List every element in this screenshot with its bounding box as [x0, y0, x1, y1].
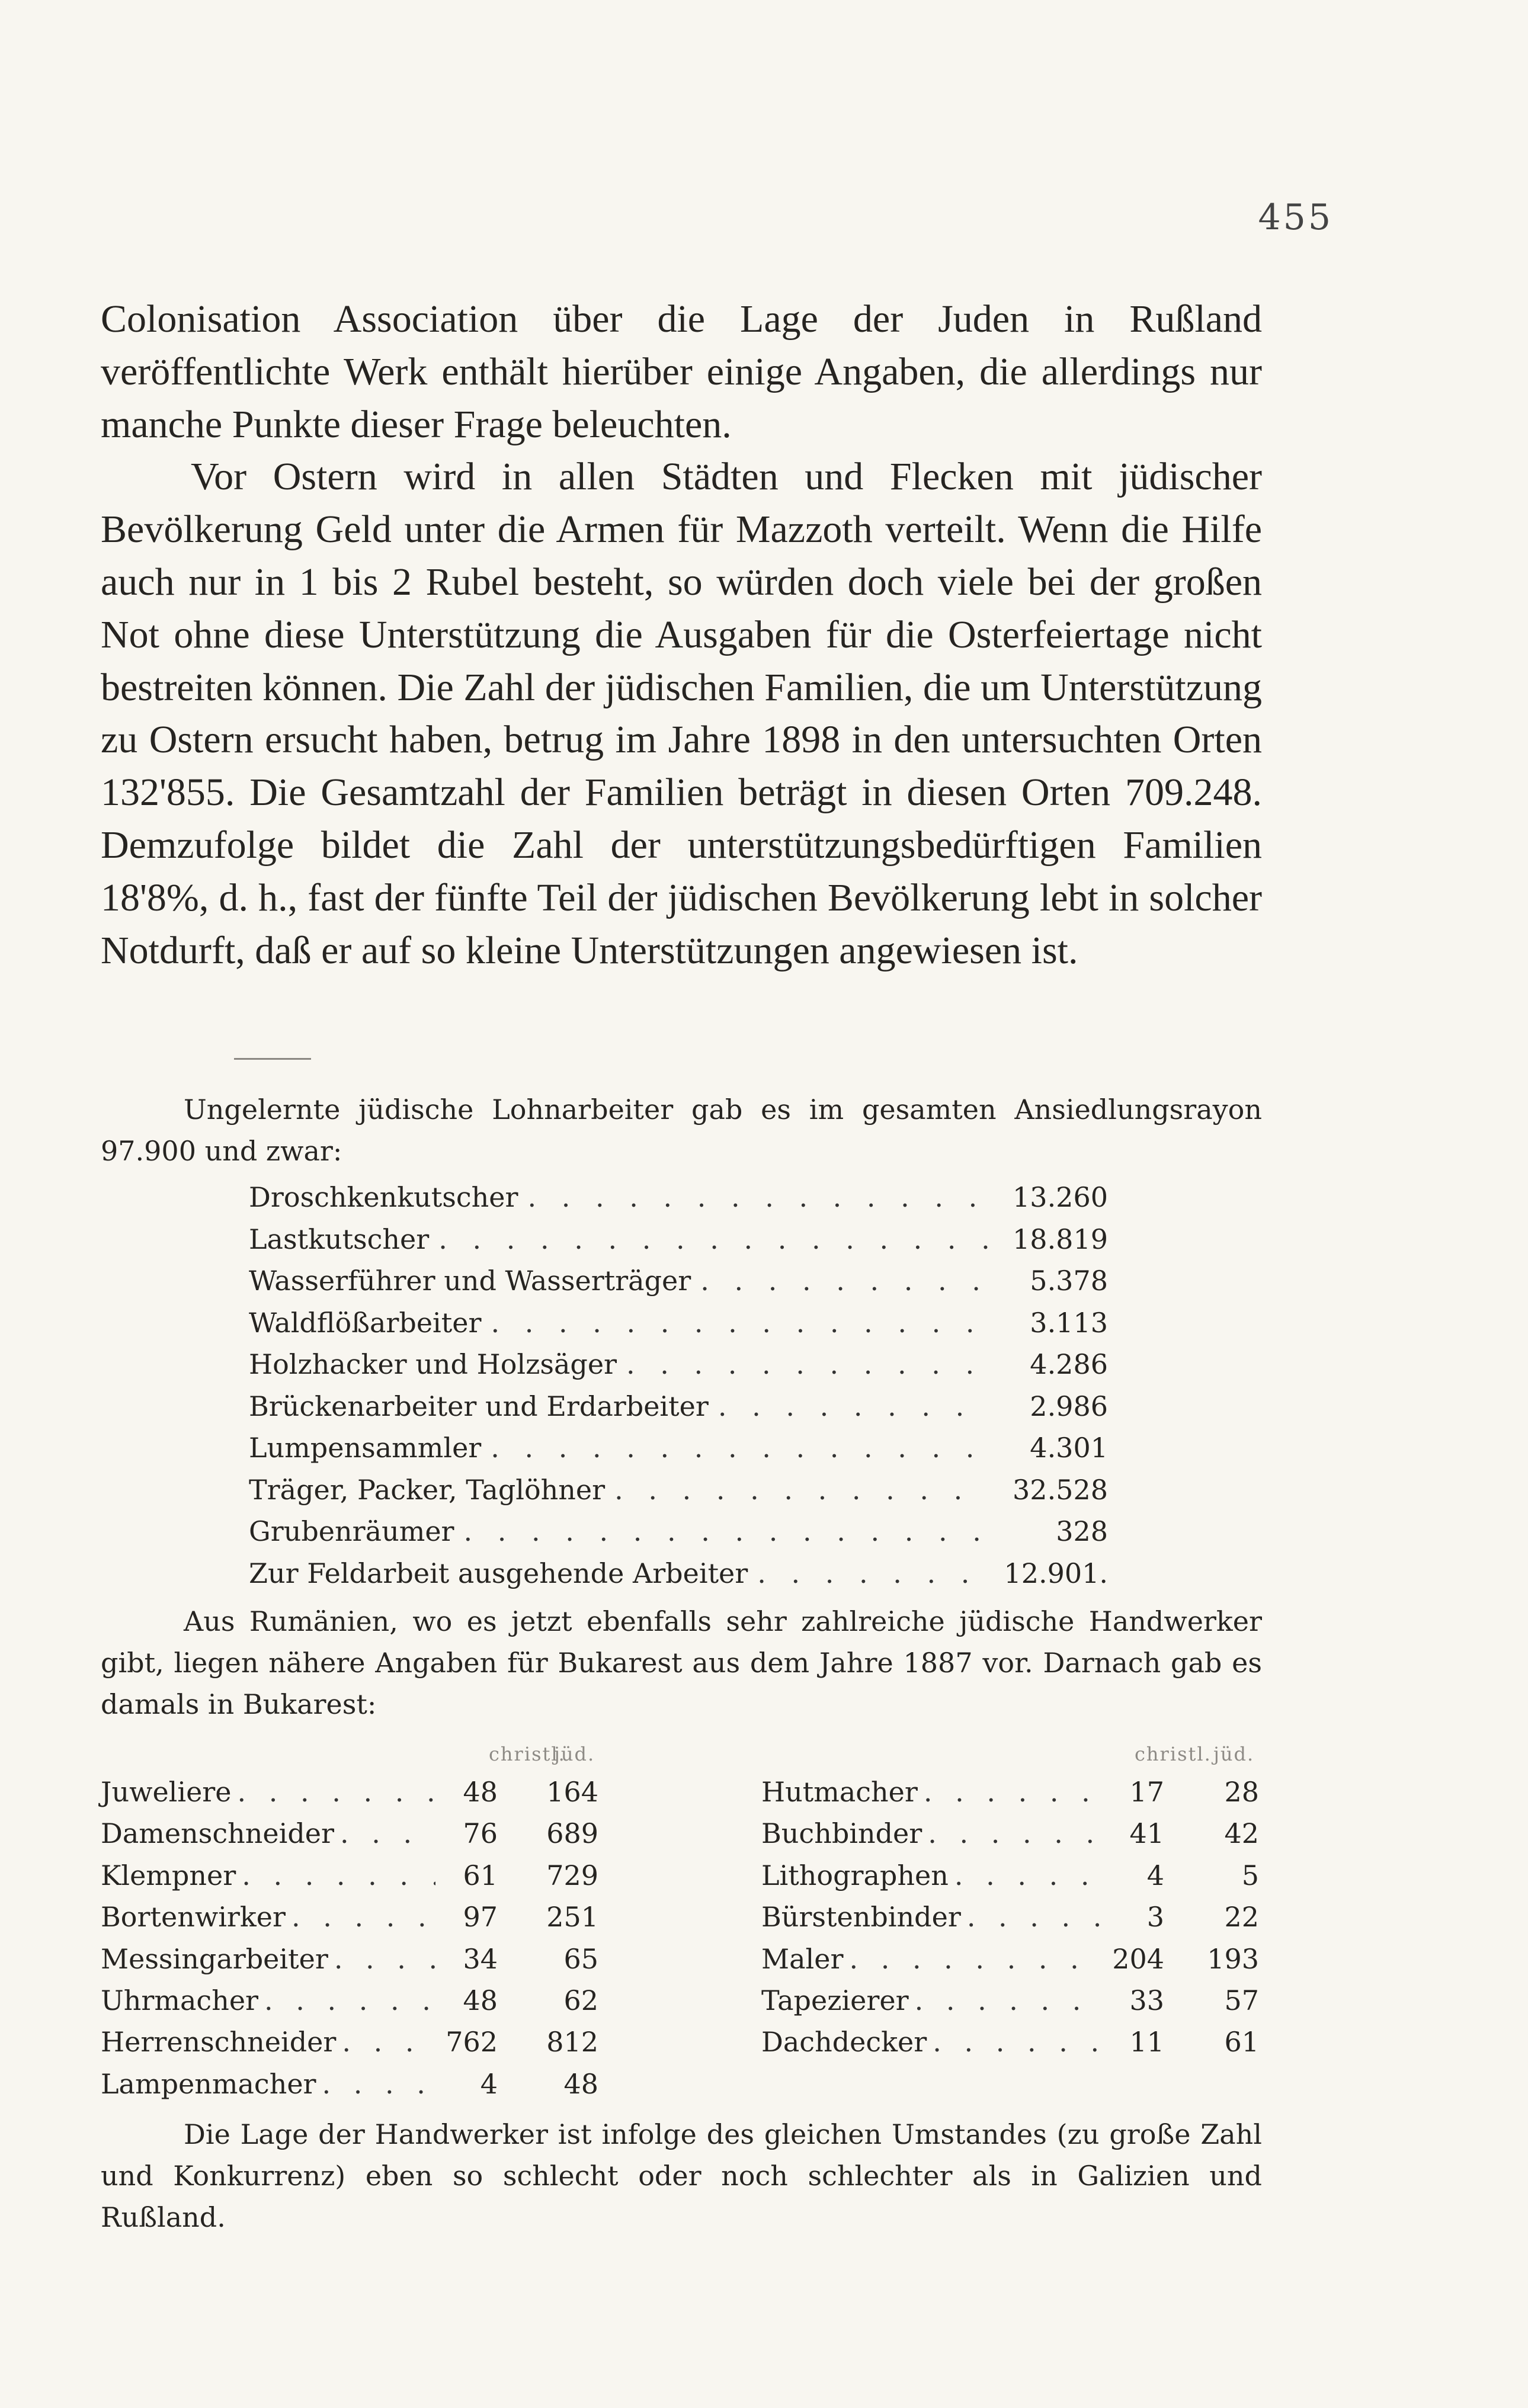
- table-row: [249, 1469, 1108, 1511]
- christl-count: 33: [1129, 1984, 1164, 2016]
- occupation-label: Wasserführer und Wasserträger: [249, 1265, 691, 1297]
- table-row: [101, 1771, 598, 1813]
- christl-count: 17: [1129, 1776, 1164, 1808]
- christl-count: 61: [463, 1859, 498, 1891]
- worker-count: 4.286: [1030, 1348, 1108, 1380]
- right-col-header-christl: christl.: [1135, 1743, 1212, 1765]
- christl-count: 48: [463, 1984, 498, 2016]
- table-row: [101, 2021, 598, 2063]
- dot-leader: [626, 1344, 989, 1385]
- table-row: [249, 1176, 1108, 1219]
- christl-count: 204: [1112, 1942, 1164, 1975]
- dot-leader: [954, 1855, 1102, 1896]
- trade-label: Hutmacher: [761, 1776, 918, 1808]
- dot-leader: [924, 1771, 1102, 1813]
- trade-label: Lithographen: [761, 1859, 949, 1891]
- dot-leader: [967, 1896, 1102, 1938]
- occupation-label: Träger, Packer, Taglöhner: [249, 1473, 606, 1506]
- worker-count: 18.819: [1013, 1223, 1108, 1255]
- jued-count: 251: [546, 1901, 598, 1934]
- worker-count: 5.378: [1030, 1265, 1108, 1297]
- trade-label: Bortenwirker: [101, 1901, 286, 1934]
- dot-leader: [334, 1938, 435, 1980]
- jued-count: 193: [1207, 1942, 1259, 1975]
- table-row: [249, 1302, 1108, 1344]
- dot-leader: [718, 1386, 989, 1427]
- dot-leader: [527, 1176, 989, 1218]
- table-row: [101, 1813, 598, 1854]
- table-row: [101, 2063, 598, 2105]
- table-row: [761, 1813, 1259, 1854]
- table-row: [249, 1260, 1108, 1302]
- dot-leader: [238, 1771, 435, 1813]
- table-row: [249, 1511, 1108, 1553]
- christl-count: 4: [1146, 1859, 1164, 1891]
- romania-intro: Aus Rumänien, wo es jetzt ebenfalls sehr zahlreiche jüdische Handwerker gibt, liegen nähere Angaben für Bukarest aus dem Jahre 1887 vor. Darnach gab es damals in Bukarest:: [101, 1605, 1262, 1720]
- right-col-header-jued: jüd.: [1213, 1743, 1255, 1765]
- dot-leader: [491, 1302, 989, 1344]
- dot-leader: [928, 1813, 1102, 1854]
- left-col-header-christl: christl.: [489, 1743, 566, 1765]
- closing-section: [101, 2114, 1262, 2238]
- occupation-label: Waldflößarbeiter: [249, 1306, 482, 1339]
- trade-label: Buchbinder: [761, 1817, 922, 1850]
- left-col-header-jued: jüd.: [554, 1743, 595, 1765]
- table-row: [761, 1980, 1259, 2021]
- page-number: 455: [1258, 197, 1333, 238]
- bukarest-trades-left: [101, 1771, 598, 2105]
- dot-leader: [757, 1553, 989, 1594]
- worker-count: 3.113: [1030, 1306, 1108, 1339]
- dot-leader: [322, 2063, 435, 2105]
- table-row: [249, 1344, 1108, 1386]
- jued-count: 812: [546, 2026, 598, 2058]
- trade-label: Tapezierer: [761, 1984, 909, 2016]
- christl-count: 762: [446, 2026, 498, 2058]
- occupation-label: Zur Feldarbeit ausgehende Arbeiter: [249, 1557, 748, 1589]
- occupation-label: Brückenarbeiter und Erdarbeiter: [249, 1390, 709, 1422]
- dot-leader: [464, 1511, 989, 1552]
- table-row: [249, 1553, 1108, 1595]
- trade-label: Maler: [761, 1942, 844, 1975]
- worker-count: 13.260: [1013, 1181, 1108, 1213]
- dot-leader: [342, 2021, 435, 2063]
- christl-count: 76: [463, 1817, 498, 1850]
- dot-leader: [291, 1896, 435, 1938]
- dot-leader: [849, 1938, 1102, 1980]
- closing-paragraph: Die Lage der Handwerker ist infolge des gleichen Umstandes (zu große Zahl und Konkurrenz) eben so schlecht oder noch schlechter als in Galizien und Rußland.: [101, 2118, 1262, 2233]
- trade-label: Bürstenbinder: [761, 1901, 961, 1934]
- jued-count: 729: [546, 1859, 598, 1891]
- christl-count: 34: [463, 1942, 498, 1975]
- jued-count: 62: [563, 1984, 598, 2016]
- unskilled-workers-section: [101, 1089, 1262, 1172]
- table-row: [761, 1896, 1259, 1938]
- jued-count: 28: [1224, 1776, 1259, 1808]
- dot-leader: [933, 2021, 1102, 2063]
- table-row: [249, 1219, 1108, 1261]
- table-row: [761, 1938, 1259, 1980]
- worker-count: 328: [1056, 1515, 1108, 1547]
- table-row: [249, 1427, 1108, 1469]
- trade-label: Lampenmacher: [101, 2067, 316, 2100]
- trade-label: Klempner: [101, 1859, 236, 1891]
- trade-label: Dachdecker: [761, 2026, 927, 2058]
- trade-label: Juweliere: [101, 1776, 232, 1808]
- jued-count: 61: [1224, 2026, 1259, 2058]
- dot-leader: [340, 1813, 435, 1854]
- worker-count: 32.528: [1013, 1473, 1108, 1506]
- dot-leader: [491, 1427, 989, 1468]
- table-row: [761, 2021, 1259, 2063]
- occupation-label: Grubenräumer: [249, 1515, 454, 1547]
- trade-label: Herrenschneider: [101, 2026, 337, 2058]
- dot-leader: [242, 1855, 435, 1896]
- occupation-label: Lastkutscher: [249, 1223, 430, 1255]
- paragraph: Vor Ostern wird in allen Städten und Flecken mit jüdischer Bevölkerung Geld unter die Armen für Mazzoth verteilt. Wenn die Hilfe auch nur in 1 bis 2 Rubel besteht, so würden doch viele bei der großen Not ohne diese Unterstützung die Ausgaben für die Osterfeiertage nicht bestreiten können. Die Zahl der jüdischen Familien, die um Unterstützung zu Ostern ersucht haben, betrug im Jahre 1898 in den untersuchten Orten 132'855. Die Gesamtzahl der Familien beträgt in diesen Orten 709.248. Demzufolge bildet die Zahl der unterstützungsbedürftigen Familien 18'8%, d. h., fast der fünfte Teil der jüdischen Bevölkerung lebt in solcher Notdurft, daß er auf so kleine Unterstützungen angewiesen ist.: [101, 455, 1262, 972]
- jued-count: 164: [546, 1776, 598, 1808]
- christl-count: 97: [463, 1901, 498, 1934]
- dot-leader: [264, 1980, 435, 2021]
- christl-count: 3: [1146, 1901, 1164, 1934]
- jued-count: 65: [563, 1942, 598, 1975]
- jued-count: 22: [1224, 1901, 1259, 1934]
- jued-count: 48: [563, 2067, 598, 2100]
- christl-count: 4: [480, 2067, 498, 2100]
- worker-count: 12.901.: [1004, 1557, 1108, 1589]
- trade-label: Uhrmacher: [101, 1984, 259, 2016]
- dot-leader: [700, 1260, 989, 1301]
- christl-count: 11: [1129, 2026, 1164, 2058]
- trade-label: Damenschneider: [101, 1817, 334, 1850]
- table-row: [101, 1855, 598, 1896]
- table-row: [101, 1938, 598, 1980]
- christl-count: 48: [463, 1776, 498, 1808]
- worker-count: 4.301: [1030, 1432, 1108, 1464]
- dot-leader: [438, 1219, 989, 1260]
- dot-leader: [915, 1980, 1102, 2021]
- table-row: [101, 1980, 598, 2021]
- paragraph: Colonisation Association über die Lage der Juden in Rußland veröffentlichte Werk enthält hierüber einige Angaben, die allerdings nur manche Punkte dieser Frage beleuchten.: [101, 297, 1262, 446]
- table-row: [101, 1896, 598, 1938]
- trade-label: Messingarbeiter: [101, 1942, 328, 1975]
- jued-count: 42: [1224, 1817, 1259, 1850]
- unskilled-intro: Ungelernte jüdische Lohnarbeiter gab es im gesamten Ansiedlungsrayon 97.900 und zwar:: [101, 1094, 1262, 1167]
- jued-count: 5: [1241, 1859, 1259, 1891]
- table-row: [249, 1386, 1108, 1428]
- jued-count: 689: [546, 1817, 598, 1850]
- bukarest-trades-right: [761, 1771, 1259, 2063]
- worker-count: 2.986: [1030, 1390, 1108, 1422]
- occupation-label: Lumpensammler: [249, 1432, 482, 1464]
- christl-count: 41: [1129, 1817, 1164, 1850]
- romania-section: [101, 1601, 1262, 1725]
- jued-count: 57: [1224, 1984, 1259, 2016]
- occupation-label: Holzhacker und Holzsäger: [249, 1348, 617, 1380]
- unskilled-workers-table: [249, 1176, 1108, 1594]
- main-text: [101, 293, 1262, 977]
- dot-leader: [614, 1469, 989, 1511]
- table-row: [761, 1855, 1259, 1896]
- occupation-label: Droschkenkutscher: [249, 1181, 518, 1213]
- section-divider: [234, 1058, 311, 1060]
- table-row: [761, 1771, 1259, 1813]
